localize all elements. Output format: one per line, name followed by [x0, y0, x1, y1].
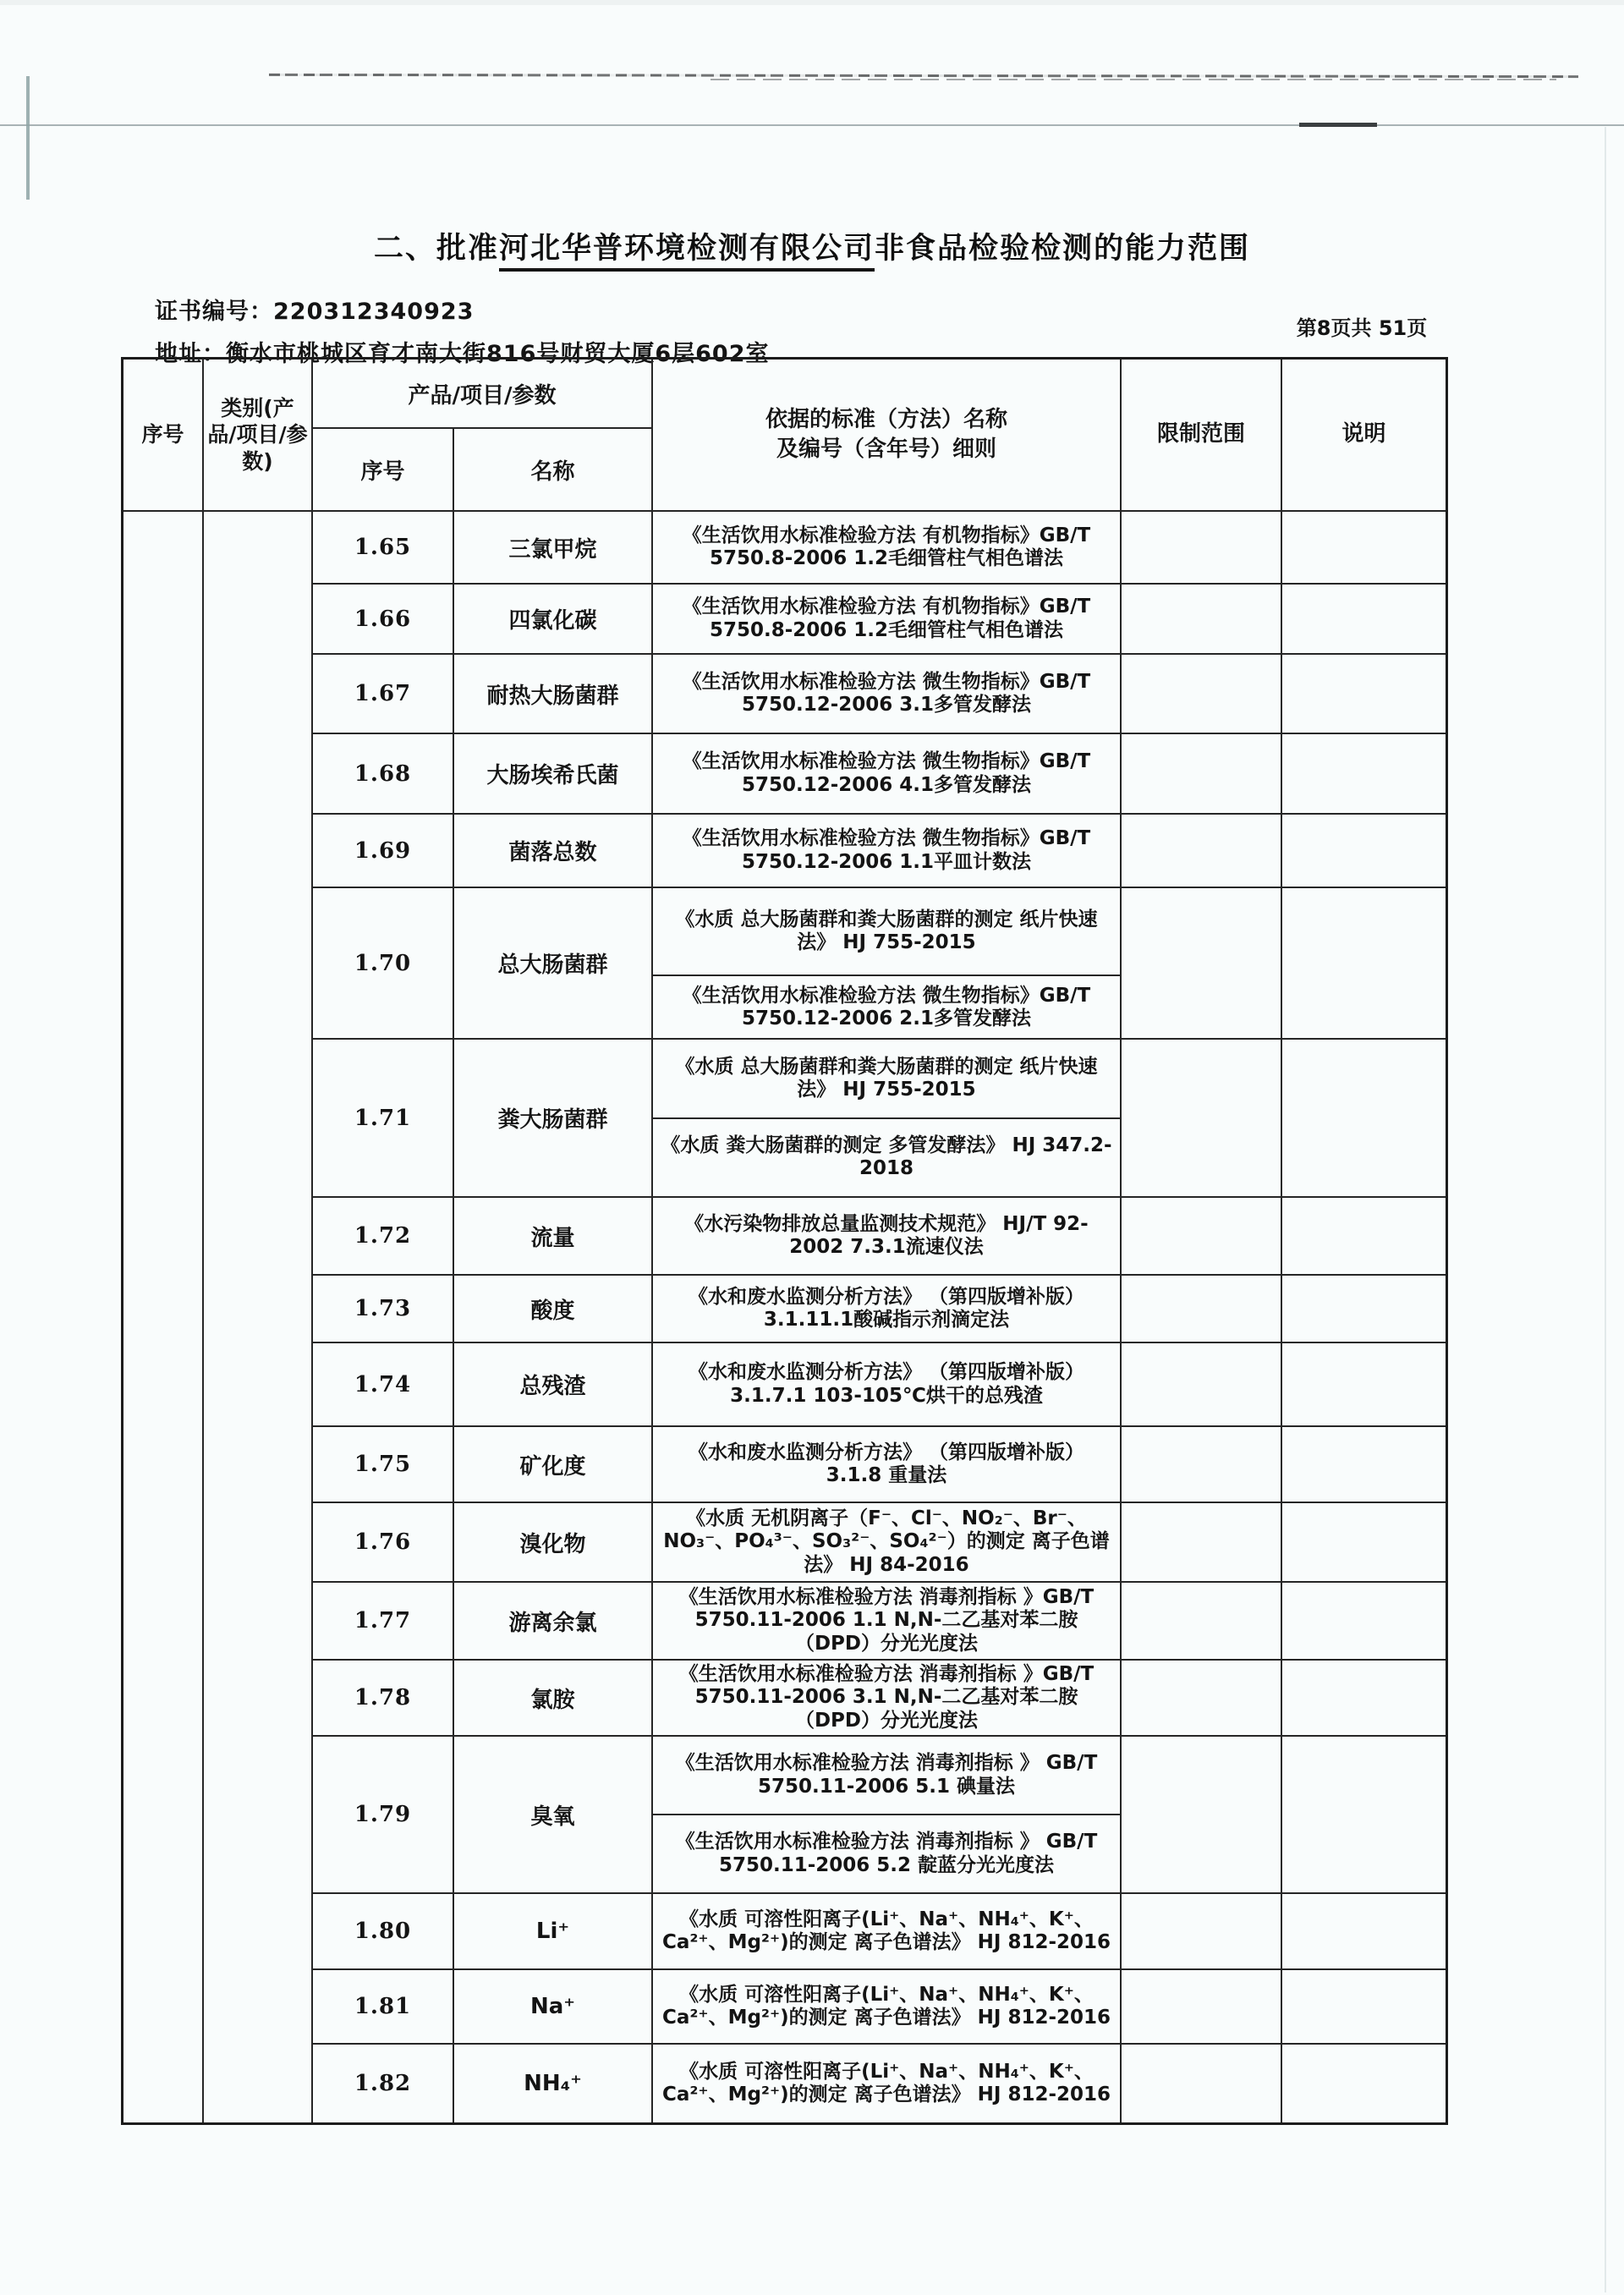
row-number-cell: 1.79 — [354, 1802, 412, 1827]
note-cell — [1281, 1276, 1446, 1342]
standard-method-cell: 《水质 总大肠菌群和粪大肠菌群的测定 纸片快速法》 HJ 755-2015 — [675, 909, 1098, 954]
standard-method-cell: 《水和废水监测分析方法》 （第四版增补版） 3.1.11.1酸碱指示剂滴定法 — [688, 1285, 1084, 1331]
row-number-cell: 1.82 — [354, 2071, 412, 2096]
row-number-cell: 1.67 — [354, 681, 412, 706]
table-row — [313, 1735, 1446, 1892]
certificate-number: 证书编号：220312340923 — [155, 299, 475, 325]
category-empty-cell — [204, 512, 311, 2122]
limit-cell — [1120, 1894, 1281, 1968]
col-header-product-name: 名称 — [453, 429, 651, 510]
standard-methods-cell — [651, 1198, 1120, 1274]
limit-cell — [1120, 1970, 1281, 2043]
row-number-cell: 1.72 — [354, 1223, 412, 1249]
table-main-area — [313, 360, 1446, 2122]
col-header-standard-line1: 依据的标准（方法）名称 — [765, 406, 1007, 432]
parameter-name-cell: 耐热大肠菌群 — [453, 655, 651, 733]
limit-cell — [1120, 1583, 1281, 1659]
row-number-cell: 1.69 — [354, 837, 412, 864]
table-row — [313, 2043, 1446, 2122]
parameter-name-cell: 三氯甲烷 — [453, 512, 651, 583]
parameter-name-cell: 溴化物 — [453, 1503, 651, 1581]
table-row — [313, 1968, 1446, 2043]
scan-horizontal-line — [0, 124, 1624, 126]
note-cell — [1281, 1198, 1446, 1274]
standard-method-cell: 《水和废水监测分析方法》 （第四版增补版） 3.1.7.1 103-105℃烘干的总残渣 — [688, 1361, 1084, 1407]
standard-method-cell: 《生活饮用水标准检验方法 消毒剂指标 》 GB/T 5750.11-2006 5.2 靛蓝分光光度法 — [653, 1814, 1120, 1892]
row-number-cell: 1.81 — [354, 1994, 412, 2019]
standard-method-cell: 《水质 可溶性阳离子(Li⁺、Na⁺、NH₄⁺、K⁺、Ca²⁺、Mg²⁺)的测定 离子色谱法》 HJ 812-2016 — [661, 2060, 1111, 2106]
col-header-note: 说明 — [1281, 360, 1446, 510]
table-row — [313, 813, 1446, 887]
row-number-cell: 1.76 — [354, 1529, 412, 1555]
standard-methods-cell — [651, 2045, 1120, 2122]
table-row — [313, 1196, 1446, 1274]
row-number-cell: 1.77 — [354, 1608, 412, 1633]
row-number-cell: 1.71 — [354, 1105, 412, 1131]
product-group-subheaders — [313, 429, 651, 510]
limit-cell — [1120, 1343, 1281, 1425]
standard-methods-cell — [651, 655, 1120, 733]
table-row — [313, 1274, 1446, 1342]
standard-method-cell: 《水污染物排放总量监测技术规范》 HJ/T 92-2002 7.3.1流速仪法 — [684, 1212, 1089, 1258]
table-row — [313, 1659, 1446, 1735]
standard-methods-cell — [651, 1276, 1120, 1342]
limit-cell — [1120, 1040, 1281, 1196]
table-body — [313, 510, 1446, 2122]
standard-methods-cell — [651, 1427, 1120, 1502]
note-cell — [1281, 655, 1446, 733]
standard-method-cell: 《水质 无机阴离子（F⁻、Cl⁻、NO₂⁻、Br⁻、NO₃⁻、PO₄³⁻、SO₃²⁻、SO₄²⁻）的测定 离子色谱法》 HJ 84-2016 — [663, 1507, 1110, 1576]
parameter-name-cell: 矿化度 — [453, 1427, 651, 1502]
limit-cell — [1120, 1661, 1281, 1735]
standard-method-cell: 《水质 总大肠菌群和粪大肠菌群的测定 纸片快速法》 HJ 755-2015 — [675, 1055, 1098, 1101]
table-row — [313, 887, 1446, 1038]
note-cell — [1281, 734, 1446, 813]
row-number-cell: 1.78 — [354, 1685, 412, 1710]
table-row — [313, 1038, 1446, 1196]
address: 地址：衡水市桃城区育才南大街816号财贸大厦6层602室 — [155, 341, 770, 367]
standard-method-cell: 《生活饮用水标准检验方法 微生物指标》GB/T 5750.12-2006 2.1多管发酵法 — [653, 975, 1120, 1038]
row-number-cell: 1.68 — [354, 760, 412, 787]
table-row — [313, 733, 1446, 813]
col-header-category: 类别(产品/项目/参数) — [204, 360, 311, 512]
scan-right-fold-line — [1605, 127, 1606, 2292]
column-seq — [123, 360, 204, 2122]
note-cell — [1281, 1894, 1446, 1968]
limit-cell — [1120, 1198, 1281, 1274]
title-suffix: 非食品检验检测的能力范围 — [875, 232, 1251, 266]
note-cell — [1281, 585, 1446, 653]
table-row — [313, 510, 1446, 583]
limit-cell — [1120, 512, 1281, 583]
title-prefix: 二、批准 — [373, 232, 499, 266]
note-cell — [1281, 888, 1446, 1038]
row-number-cell: 1.65 — [354, 535, 412, 560]
table-header-row — [313, 360, 1446, 510]
parameter-name-cell: 酸度 — [453, 1276, 651, 1342]
limit-cell — [1120, 1427, 1281, 1502]
standard-methods-cell — [651, 512, 1120, 583]
limit-cell — [1120, 888, 1281, 1038]
standard-methods-cell — [651, 1040, 1120, 1196]
seq-empty-cell — [123, 512, 202, 2122]
table-row — [313, 1342, 1446, 1425]
standard-method-cell: 《水质 可溶性阳离子(Li⁺、Na⁺、NH₄⁺、K⁺、Ca²⁺、Mg²⁺)的测定 离子色谱法》 HJ 812-2016 — [661, 1908, 1111, 1953]
parameter-name-cell: 流量 — [453, 1198, 651, 1274]
standard-method-cell: 《水和废水监测分析方法》 （第四版增补版） 3.1.8 重量法 — [688, 1441, 1084, 1486]
table-row — [313, 1502, 1446, 1581]
row-number-cell: 1.75 — [354, 1452, 412, 1477]
col-header-seq: 序号 — [123, 360, 202, 512]
standard-methods-cell — [651, 1970, 1120, 2043]
standard-methods-cell — [651, 1583, 1120, 1659]
standard-method-cell: 《生活饮用水标准检验方法 有机物指标》GB/T 5750.8-2006 1.2毛细管柱气相色谱法 — [682, 596, 1091, 641]
parameter-name-cell: 总残渣 — [453, 1343, 651, 1425]
standard-method-cell: 《生活饮用水标准检验方法 微生物指标》GB/T 5750.12-2006 4.1多管发酵法 — [682, 750, 1091, 796]
note-cell — [1281, 815, 1446, 887]
parameter-name-cell: 氯胺 — [453, 1661, 651, 1735]
parameter-name-cell: 四氯化碳 — [453, 585, 651, 653]
note-cell — [1281, 1970, 1446, 2043]
row-number-cell: 1.66 — [354, 606, 412, 632]
limit-cell — [1120, 585, 1281, 653]
col-header-product-group-label: 产品/项目/参数 — [313, 360, 651, 429]
limit-cell — [1120, 1737, 1281, 1892]
col-header-product-group — [313, 360, 651, 510]
limit-cell — [1120, 2045, 1281, 2122]
parameter-name-cell: 菌落总数 — [453, 815, 651, 887]
scan-scratch-line — [269, 74, 1578, 78]
limit-cell — [1120, 1276, 1281, 1342]
title-company-name-underlined: 河北华普环境检测有限公司 — [499, 232, 875, 272]
note-cell — [1281, 512, 1446, 583]
table-row — [313, 1581, 1446, 1659]
page-indicator: 第8页共 51页 — [1296, 316, 1428, 340]
note-cell — [1281, 1040, 1446, 1196]
standard-method-cell: 《生活饮用水标准检验方法 消毒剂指标 》 GB/T 5750.11-2006 5.1 碘量法 — [675, 1752, 1098, 1798]
col-header-product-seq: 序号 — [360, 458, 405, 485]
standard-methods-cell — [651, 815, 1120, 887]
parameter-name-cell: 大肠埃希氏菌 — [453, 734, 651, 813]
standard-method-cell: 《水质 可溶性阳离子(Li⁺、Na⁺、NH₄⁺、K⁺、Ca²⁺、Mg²⁺)的测定 离子色谱法》 HJ 812-2016 — [661, 1983, 1111, 2029]
page-top-edge-shade — [0, 0, 1624, 5]
parameter-name-cell: 总大肠菌群 — [453, 888, 651, 1038]
standard-method-cell: 《生活饮用水标准检验方法 有机物指标》GB/T 5750.8-2006 1.2毛细管柱气相色谱法 — [682, 524, 1091, 569]
limit-cell — [1120, 655, 1281, 733]
row-number-cell: 1.74 — [354, 1371, 412, 1397]
note-cell — [1281, 2045, 1446, 2122]
limit-cell — [1120, 815, 1281, 887]
standard-methods-cell — [651, 1503, 1120, 1581]
note-cell — [1281, 1503, 1446, 1581]
standard-methods-cell — [651, 1737, 1120, 1892]
column-category — [204, 360, 313, 2122]
parameter-name-cell: 游离余氯 — [453, 1583, 651, 1659]
parameter-name-cell: 臭氧 — [453, 1737, 651, 1892]
capability-table — [121, 357, 1448, 2125]
note-cell — [1281, 1583, 1446, 1659]
note-cell — [1281, 1427, 1446, 1502]
standard-methods-cell — [651, 585, 1120, 653]
row-number-cell: 1.80 — [354, 1919, 412, 1944]
scan-left-tick — [26, 76, 30, 200]
standard-methods-cell — [651, 1343, 1120, 1425]
row-number-cell: 1.70 — [354, 950, 412, 976]
parameter-name-cell: 粪大肠菌群 — [453, 1040, 651, 1196]
parameter-name-cell: Li⁺ — [453, 1894, 651, 1968]
document-title — [0, 225, 1624, 267]
standard-methods-cell — [651, 1894, 1120, 1968]
standard-method-cell: 《生活饮用水标准检验方法 消毒剂指标 》GB/T 5750.11-2006 3.1 N,N-二乙基对苯二胺（DPD）分光光度法 — [678, 1663, 1095, 1732]
table-row — [313, 1892, 1446, 1968]
table-row — [313, 1425, 1446, 1502]
standard-method-cell: 《生活饮用水标准检验方法 微生物指标》GB/T 5750.12-2006 3.1多管发酵法 — [682, 670, 1091, 716]
table-row — [313, 583, 1446, 653]
limit-cell — [1120, 734, 1281, 813]
note-cell — [1281, 1343, 1446, 1425]
standard-methods-cell — [651, 734, 1120, 813]
standard-method-cell: 《水质 粪大肠菌群的测定 多管发酵法》 HJ 347.2-2018 — [653, 1117, 1120, 1196]
scan-line-dark-segment — [1299, 123, 1377, 127]
col-header-standard — [651, 360, 1120, 510]
table-row — [313, 653, 1446, 733]
row-number-cell: 1.73 — [354, 1296, 412, 1321]
standard-methods-cell — [651, 888, 1120, 1038]
standard-method-cell: 《生活饮用水标准检验方法 消毒剂指标 》GB/T 5750.11-2006 1.1 N,N-二乙基对苯二胺（DPD）分光光度法 — [678, 1586, 1095, 1655]
col-header-limit: 限制范围 — [1120, 360, 1281, 510]
standard-method-cell: 《生活饮用水标准检验方法 微生物指标》GB/T 5750.12-2006 1.1平皿计数法 — [682, 827, 1091, 873]
note-cell — [1281, 1737, 1446, 1892]
parameter-name-cell: Na⁺ — [453, 1970, 651, 2043]
standard-methods-cell — [651, 1661, 1120, 1735]
parameter-name-cell: NH₄⁺ — [453, 2045, 651, 2122]
limit-cell — [1120, 1503, 1281, 1581]
note-cell — [1281, 1661, 1446, 1735]
scan-scratch-line-secondary — [710, 79, 1556, 80]
col-header-standard-line2: 及编号（含年号）细则 — [776, 436, 996, 462]
